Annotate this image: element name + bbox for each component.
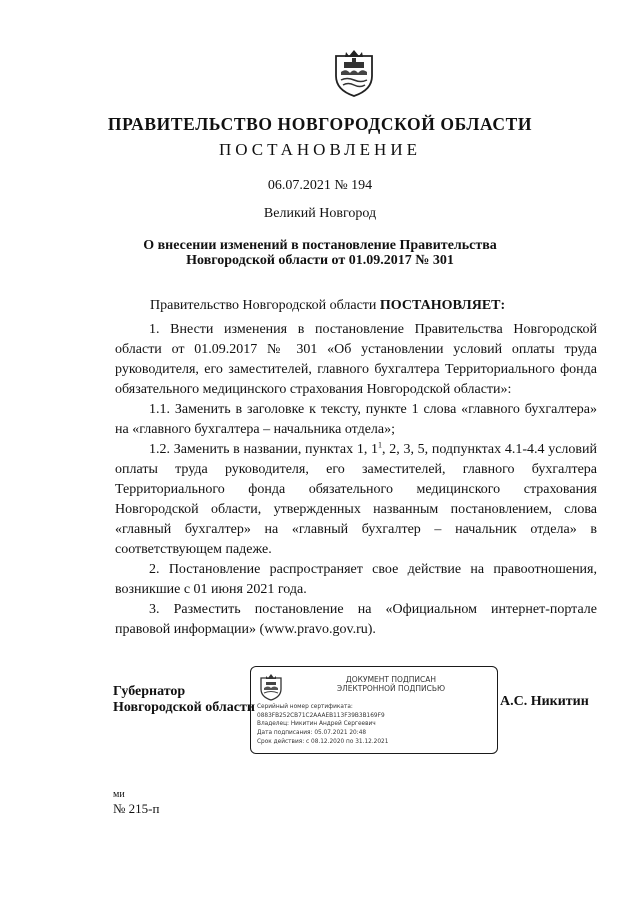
document-subject xyxy=(0,238,640,268)
document-footer xyxy=(113,788,159,816)
stamp-validity: Срок действия: с 08.12.2020 по 31.12.2021 xyxy=(257,738,389,745)
government-title: ПРАВИТЕЛЬСТВО НОВГОРОДСКОЙ ОБЛАСТИ xyxy=(107,114,533,134)
novgorod-coat-of-arms-emblem xyxy=(330,48,378,98)
signatory-title-line: Губернатор xyxy=(113,684,186,699)
clause-1-2-start: 1.2. Заменить в названии, пунктах 1, 1 xyxy=(149,442,379,457)
electronic-signature-stamp xyxy=(250,666,498,754)
signatory-title xyxy=(113,684,255,716)
stamp-cert-number: 0883FB252CB71C2AAAEB113F39B3B169F9 xyxy=(257,712,385,719)
clause-paragraph xyxy=(115,440,597,560)
subject-line: О внесении изменений в постановление Правительства xyxy=(143,238,497,253)
preamble-text: Правительство Новгородской области xyxy=(150,298,380,313)
stamp-details xyxy=(257,703,493,747)
clause-paragraph: 1. Внести изменения в постановление Правительства Новгородской области от 01.09.2017 № 301 «Об установлении условий оплаты труда руководителя, его заместителей, главного бухгалтера Территориального фонда обязательного медицинского страхования Новгородской области»: xyxy=(115,322,597,397)
subject-line: Новгородской области от 01.09.2017 № 301 xyxy=(186,253,454,268)
clause-paragraph: 3. Разместить постановление на «Официальном интернет-портале правовой информации» (www.pravo.gov.ru). xyxy=(115,602,597,637)
document-city: Великий Новгород xyxy=(263,206,377,221)
document-date-number: 06.07.2021 № 194 xyxy=(267,178,373,193)
preamble xyxy=(150,298,505,314)
clause-paragraph: 1.1. Заменить в заголовке к тексту, пункте 1 слова «главного бухгалтера» на «главного бухгалтера – начальника отдела»; xyxy=(115,402,597,437)
stamp-cert-label: Серийный номер сертификата: xyxy=(257,704,353,710)
clause-1-2-rest: , 2, 3, 5, подпунктах 4.1-4.4 условий оплаты труда руководителя, его заместителей, главного бухгалтера Территориального фонда обязательного медицинского страхования Новгородской области, утвержденных названным постановлением, слова «главный бухгалтер» на «главный бухгалтер – начальник отдела» в соответствующем падеже. xyxy=(115,442,598,557)
stamp-owner: Владелец: Никитин Андрей Сергеевич xyxy=(257,721,376,728)
stamp-heading-line: ЭЛЕКТРОННОЙ ПОДПИСЬЮ xyxy=(336,684,446,693)
signatory-name: А.С. Никитин xyxy=(500,694,589,709)
document-type: ПОСТАНОВЛЕНИЕ xyxy=(218,140,421,159)
signatory-title-line: Новгородской области xyxy=(113,700,255,715)
clause-paragraph: 2. Постановление распространяет свое действие на правоотношения, возникшие с 01 июня 2021 года. xyxy=(115,562,597,597)
coat-of-arms-icon xyxy=(257,673,285,701)
executor-initials: ми xyxy=(113,789,125,800)
stamp-signed-date: Дата подписания: 05.07.2021 20:48 xyxy=(257,730,367,737)
registration-number: № 215-п xyxy=(113,801,160,816)
clauses xyxy=(115,320,597,640)
preamble-decree-word: ПОСТАНОВЛЯЕТ: xyxy=(379,298,506,313)
stamp-heading-line: ДОКУМЕНТ ПОДПИСАН xyxy=(345,675,437,684)
clause-1-2-superscript: 1 xyxy=(378,440,383,450)
stamp-heading xyxy=(291,675,491,693)
